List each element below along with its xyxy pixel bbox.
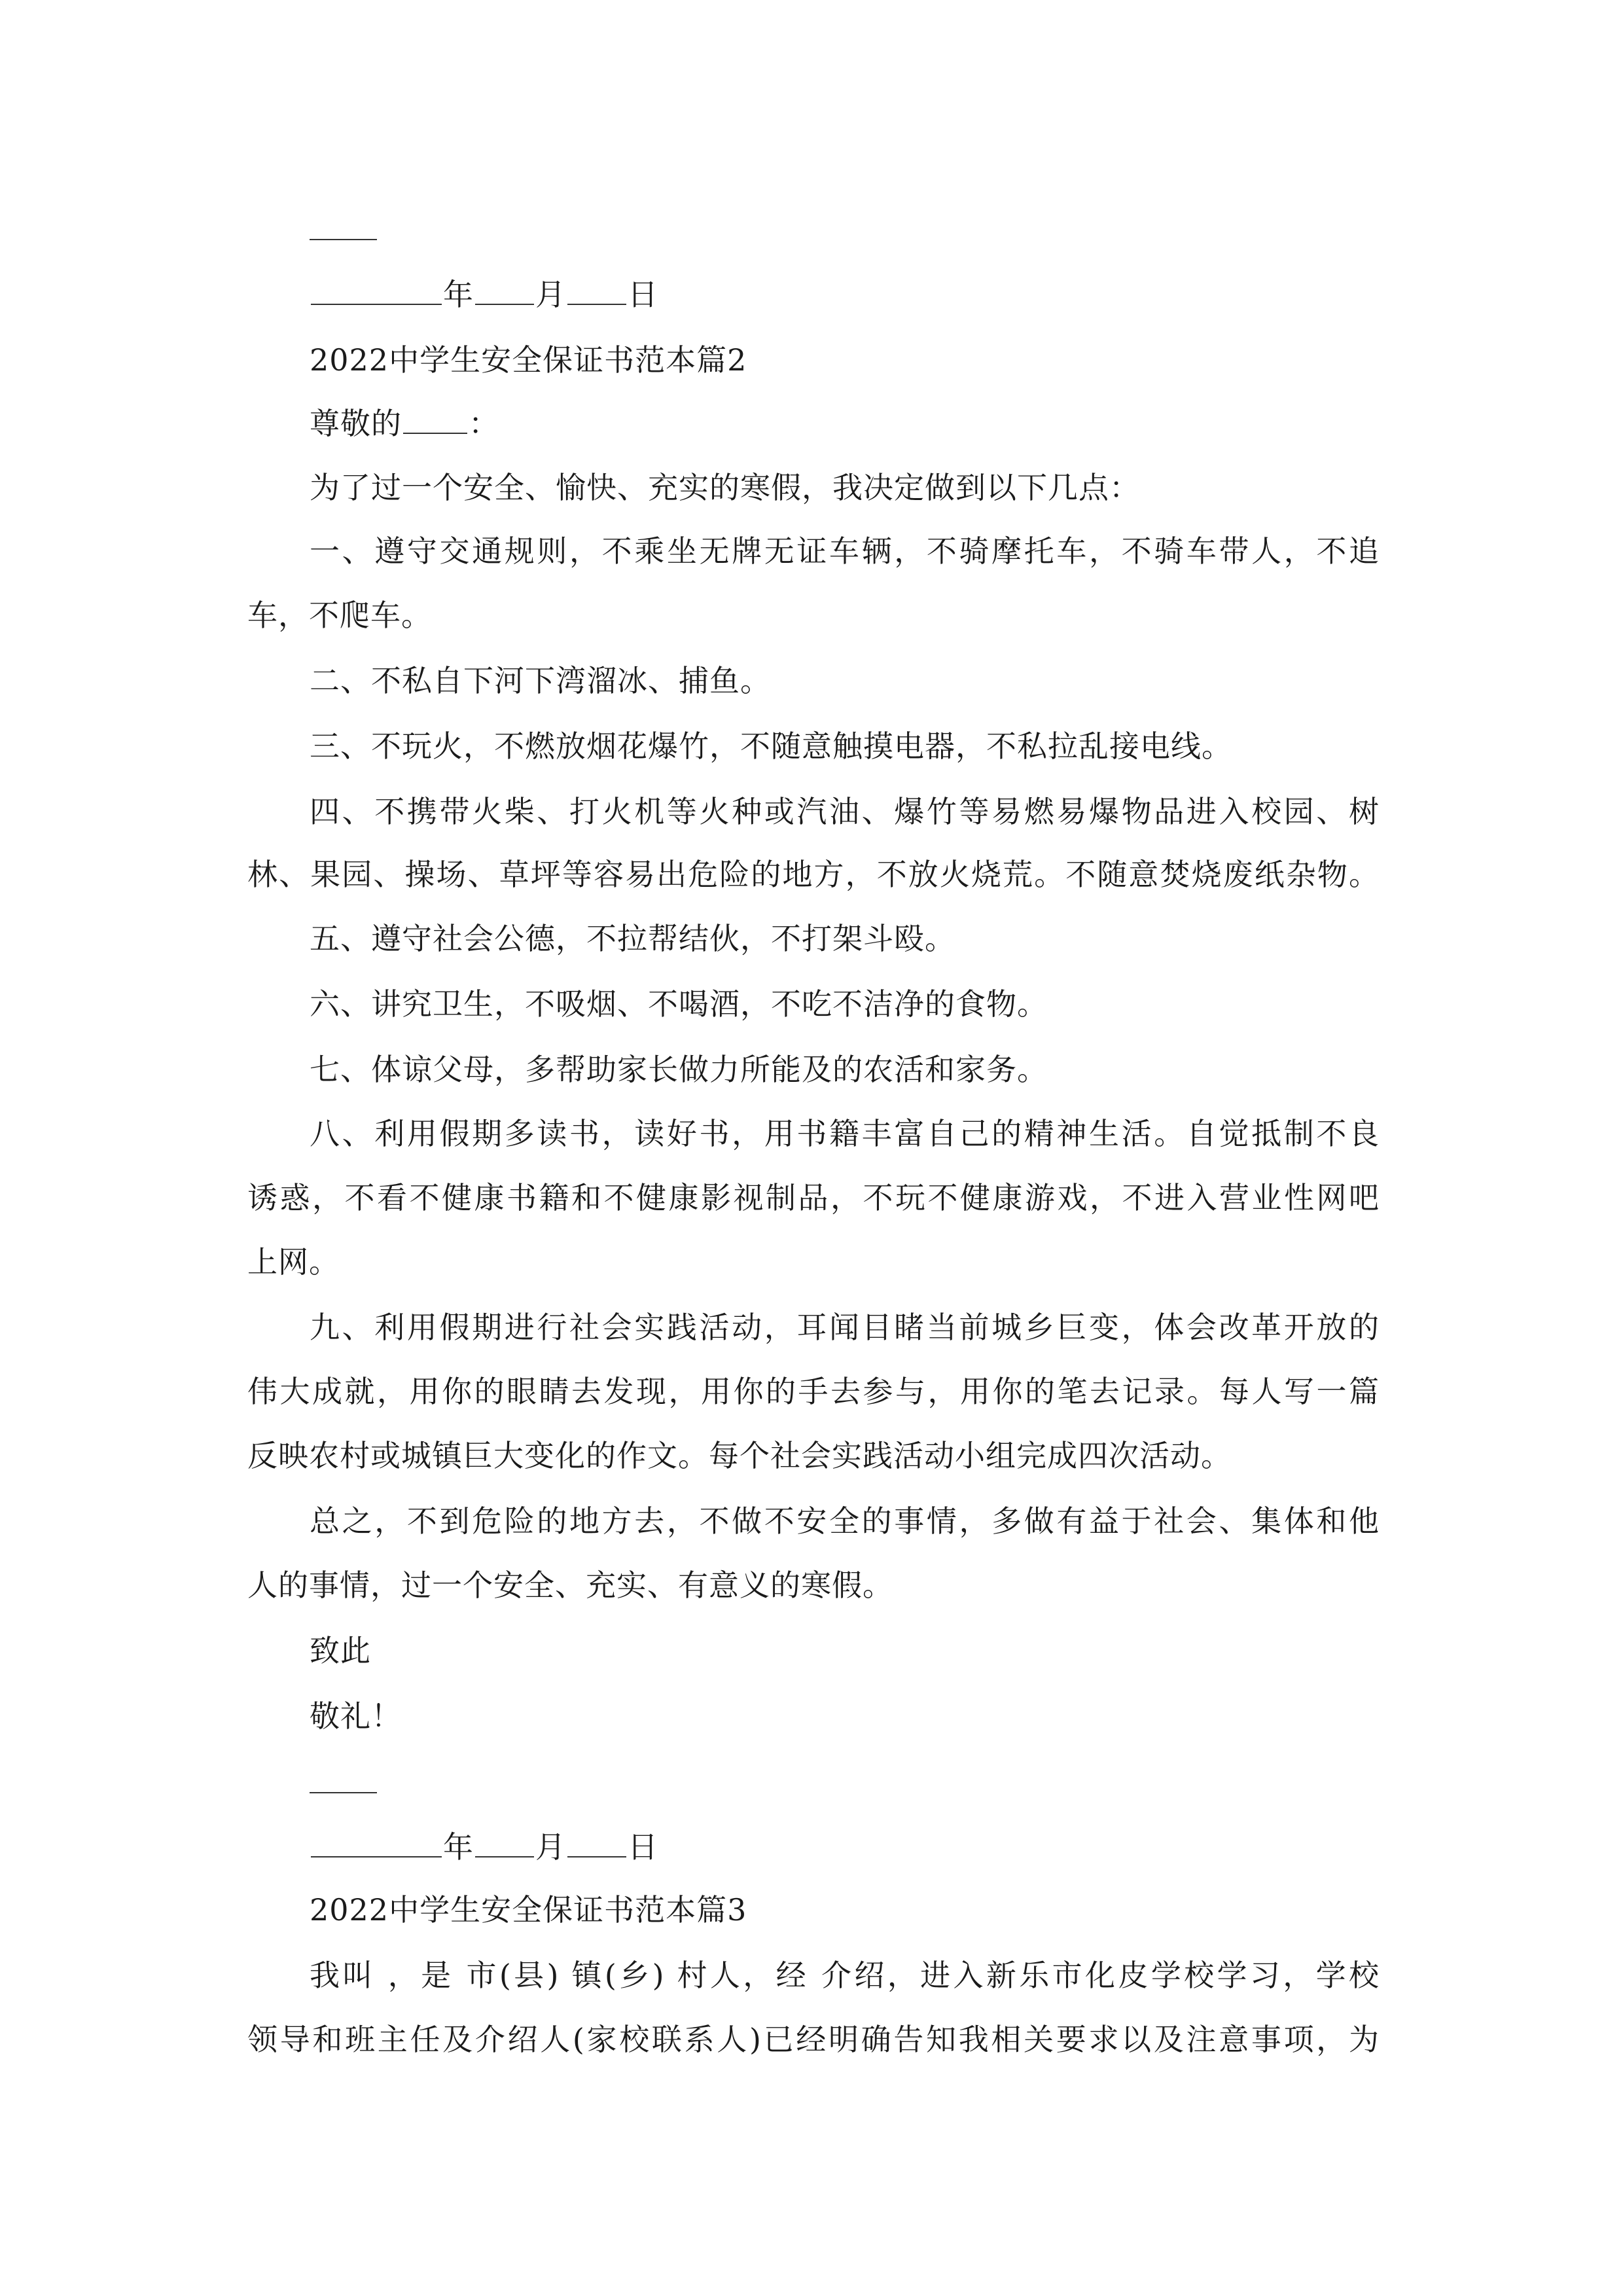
item-1-line-1: 一、遵守交通规则，不乘坐无牌无证车辆，不骑摩托车，不骑车带人，不追 (310, 533, 1380, 569)
day-blank (567, 1826, 626, 1857)
item-8-line-1: 八、利用假期多读书，读好书，用书籍丰富自己的精神生活。自觉抵制不良 (310, 1116, 1380, 1151)
year-blank (311, 1826, 442, 1857)
closing-line-2: 敬礼！ (310, 1698, 402, 1734)
summary-line-1: 总之，不到危险的地方去，不做不安全的事情，多做有益于社会、集体和他 (310, 1503, 1380, 1539)
item-7: 七、体谅父母，多帮助家长做力所能及的农活和家务。 (310, 1052, 1048, 1087)
day-label: 日 (628, 1829, 658, 1865)
salutation-suffix: ： (469, 406, 499, 441)
closing-line-1: 致此 (310, 1633, 371, 1668)
item-9-line-2: 伟大成就，用你的眼睛去发现，用你的手去参与，用你的笔去记录。每人写一篇 (247, 1374, 1380, 1409)
item-4-line-1: 四、不携带火柴、打火机等火种或汽油、爆竹等易燃易爆物品进入校园、树 (310, 794, 1380, 829)
salutation (310, 403, 1442, 443)
item-9-line-3: 反映农村或城镇巨大变化的作文。每个社会实践活动小组完成四次活动。 (247, 1438, 1232, 1473)
year-label: 年 (443, 1829, 474, 1865)
signature-line (310, 239, 377, 240)
month-label: 月 (535, 277, 566, 312)
item-5: 五、遵守社会公德，不拉帮结伙，不打架斗殴。 (310, 921, 955, 956)
signature-line (310, 1792, 377, 1793)
month-blank (475, 274, 534, 305)
day-blank (567, 274, 626, 305)
year-blank (311, 274, 442, 305)
section-title: 2022中学生安全保证书范本篇3 (310, 1892, 747, 1928)
item-3: 三、不玩火，不燃放烟花爆竹，不随意触摸电器，不私拉乱接电线。 (310, 728, 1232, 764)
section-3-line-2: 领导和班主任及介绍人(家校联系人)已经明确告知我相关要求以及注意事项，为 (247, 2022, 1380, 2057)
section-title: 2022中学生安全保证书范本篇2 (310, 342, 747, 378)
date-line (310, 274, 1442, 314)
item-6: 六、讲究卫生，不吸烟、不喝酒，不吃不洁净的食物。 (310, 986, 1048, 1022)
day-label: 日 (628, 277, 658, 312)
summary-line-2: 人的事情，过一个安全、充实、有意义的寒假。 (247, 1568, 893, 1603)
salutation-prefix: 尊敬的 (310, 406, 402, 441)
month-blank (475, 1826, 534, 1857)
month-label: 月 (535, 1829, 566, 1865)
date-line (310, 1826, 1442, 1867)
intro-paragraph: 为了过一个安全、愉快、充实的寒假，我决定做到以下几点： (310, 470, 1140, 505)
item-9-line-1: 九、利用假期进行社会实践活动，耳闻目睹当前城乡巨变，体会改革开放的 (310, 1310, 1380, 1345)
item-8-line-3: 上网。 (247, 1244, 340, 1280)
year-label: 年 (443, 277, 474, 312)
recipient-blank (403, 403, 467, 434)
item-4-line-2: 林、果园、操场、草坪等容易出危险的地方，不放火烧荒。不随意焚烧废纸杂物。 (247, 857, 1380, 892)
item-1-line-2: 车，不爬车。 (247, 598, 432, 633)
item-8-line-2: 诱惑，不看不健康书籍和不健康影视制品，不玩不健康游戏，不进入营业性网吧 (247, 1180, 1380, 1215)
section-3-line-1: 我叫 ，是 市(县) 镇(乡) 村人，经 介绍，进入新乐市化皮学校学习，学校 (310, 1958, 1380, 1993)
item-2: 二、不私自下河下湾溜冰、捕鱼。 (310, 663, 771, 698)
